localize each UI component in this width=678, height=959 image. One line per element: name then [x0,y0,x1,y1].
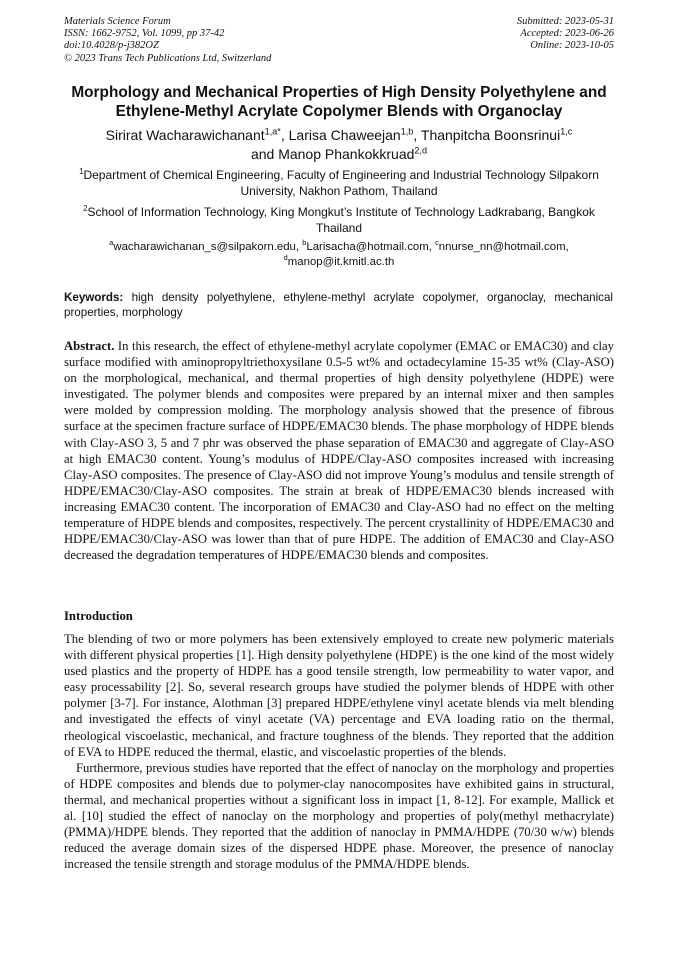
email-mark: d [283,253,288,263]
author-name: Sirirat Wacharawichanant [105,127,265,143]
journal-name: Materials Science Forum [64,16,171,27]
email-separator: , [428,241,436,253]
author-separator: , [413,127,421,143]
affiliation-text: Department of Chemical Engineering, Faculty of Engineering and Industrial Technology Silpakorn University, Nakhon Pathom, Thailand [83,168,599,198]
doi-line: doi:10.4028/p-j382OZ [64,40,159,52]
author-affiliation-mark: 1,c [560,126,573,137]
affiliation-mark: 1 [79,167,84,176]
email-separator: , [565,241,569,253]
journal-info [64,16,271,65]
copyright-line: © 2023 Trans Tech Publications Ltd, Switzerland [64,52,272,64]
author-separator: , [280,127,289,143]
paper-title: Morphology and Mechanical Properties of High Density Polyethylene and Ethylene-Methyl Acrylate Copolymer Blends with Organoclay [71,84,607,120]
author-name: Thanpitcha Boonsrinui [420,127,561,143]
author-and: and [250,146,279,162]
abstract-section [64,338,614,563]
email-list [60,240,618,270]
author-name: Manop Phankokkruad [278,146,415,162]
keywords-text: high density polyethylene, ethylene-methyl acrylate copolymer, organoclay, mechanical properties, morphology [64,291,613,319]
affiliation-1 [60,168,618,199]
email-address[interactable]: nnurse_nn@hotmail.com [438,241,566,253]
affiliation-2 [60,205,618,236]
affiliation-text: School of Information Technology, King Mongkut’s Institute of Technology Ladkrabang, Bangkok Thailand [87,205,595,235]
publication-dates [517,16,614,53]
keywords-section [64,290,613,320]
abstract-label: Abstract. [64,339,115,353]
keywords-label: Keywords: [64,291,124,304]
abstract-text: In this research, the effect of ethylene-methyl acrylate copolymer (EMAC or EMAC30) and clay surface modified with aminopropyltriethoxysilane 0.5-5 wt% and octadecylamine 15-35 wt% (Clay-ASO) on the morphological, mechanical, and thermal properties of high density polyethylene (HDPE) were investigated. The polymer blends and composites were prepared by an internal mixer and then samples were molded by compression molding. The morphology analysis showed that the presence of fibrous surface at the specimen fracture surface of HDPE/EMAC30 blends. The phase morphology of HDPE blends with Clay-ASO 3, 5 and 7 phr was observed the phase separation of EMAC30 and aggregate of Clay-ASO at high EMAC30 content. Young’s modulus of HDPE/Clay-ASO composites increased with increasing Clay-ASO composites. The presence of Clay-ASO did not improve Young’s modulus and tensile strength of HDPE/EMAC30/Clay-ASO composites. The strain at break of HDPE/EMAC30 blends increased with increasing EMAC30 content. The incorporation of EMAC30 and Clay-ASO had no effect on the melting temperature of HDPE blends and composites, respectively. The percent crystallinity of HDPE/EMAC30 and HDPE/EMAC30/Clay-ASO was lower than that of pure HDPE. The addition of EMAC30 and Clay-ASO decreased the degradation temperatures of HDPE/EMAC30 blends and composites. [64,339,615,563]
author-name: Larisa Chaweejan [288,127,401,143]
email-separator: , [295,241,303,253]
submitted-date: Submitted: 2023-05-31 [516,16,614,27]
author-affiliation-mark: 2,d [414,145,428,156]
introduction-heading: Introduction [64,609,133,623]
introduction-body [64,631,614,872]
author-list [60,126,618,164]
accepted-date: Accepted: 2023-06-26 [520,28,614,40]
issn-line: ISSN: 1662-9752, Vol. 1099, pp 37-42 [64,28,225,40]
author-affiliation-mark: 1,a* [264,126,281,137]
email-address[interactable]: wacharawichanan_s@silpakorn.edu [113,241,296,253]
email-mark: b [302,238,307,248]
email-address[interactable]: manop@it.kmitl.ac.th [287,256,395,268]
introduction-paragraph: Furthermore, previous studies have reported that the effect of nanoclay on the morphology and properties of HDPE composites and blends due to polymer-clay nanocomposites have exhibited gains in structural, thermal, and mechanical properties without a significant loss in impact [1, 8-12]. For example, Mallick et al. [10] studied the effect of nanoclay on the morphology and properties of poly(methyl methacrylate) (PMMA)/HDPE blends. They reported that the addition of nanoclay in PMMA/HDPE (70/30 w/w) blends reduced the average domain sizes of the dispersed HDPE phase. Moreover, the presence of nanoclay increased the tensile strength and storage modulus of the PMMA/HDPE blends. [64,760,614,872]
online-date: Online: 2023-10-05 [530,40,614,52]
affiliation-mark: 2 [83,204,88,213]
email-address[interactable]: Larisacha@hotmail.com [306,241,429,253]
email-mark: a [109,238,114,248]
author-affiliation-mark: 1,b [400,126,414,137]
email-mark: c [435,238,439,248]
introduction-paragraph: The blending of two or more polymers has been extensively employed to create new polymeric materials with different physical properties [1]. High density polyethylene (HDPE) is the one kind of the most widely used plastics and the property of HDPE has a good tensile strength, low permeability to water vapor, and easy processability [2]. So, several research groups have studied the polymer blends of HDPE with other polymer [3-7]. For instance, Alothman [3] prepared HDPE/ethylene vinyl acetate blends via melt blending and investigated the effects of vinyl acetate (VA) percentage and EVA loading ratio on the thermal, rheological viscoelastic, mechanical, and fracture toughness of the blends. They reported that the addition of EVA to HDPE reduced the thermal, elastic, and viscoelastic properties of the blends. [64,632,614,759]
